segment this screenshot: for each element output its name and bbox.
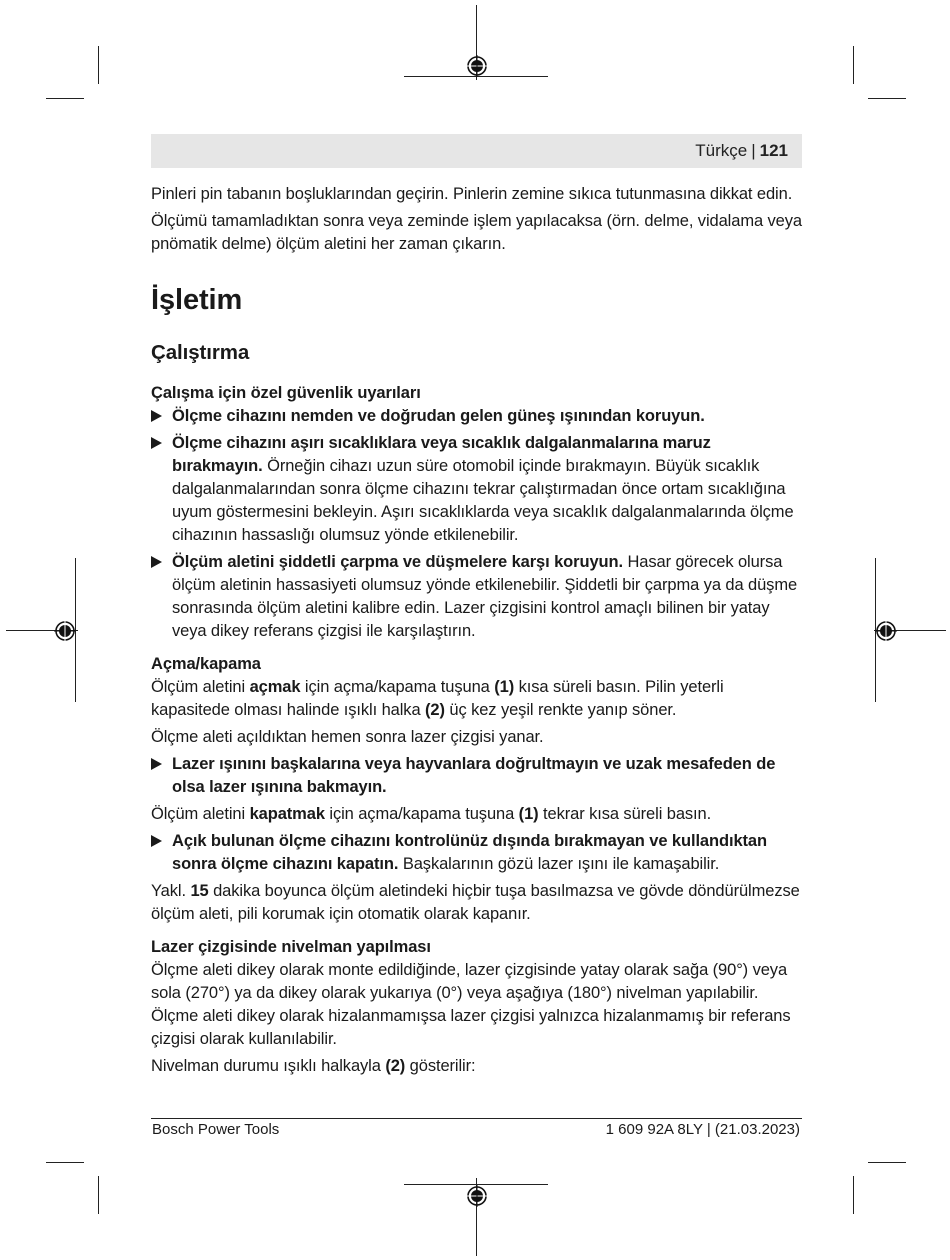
- warning-bold: Açık bulunan ölçme cihazını kontrolünüz dışında bırakmayan ve kullandıktan sonra ölçme cihazını kapatın.: [172, 832, 767, 873]
- header-separator: |: [751, 141, 756, 160]
- crop-mark: [46, 98, 84, 99]
- page-number: 121: [759, 141, 788, 160]
- onoff-paragraph: Ölçüm aletini kapatmak için açma/kapama tuşuna (1) tekrar kısa süreli basın.: [151, 805, 712, 823]
- section-subtitle: Çalıştırma: [151, 341, 250, 364]
- warning-bold: Ölçüm aletini şiddetli çarpma ve düşmelere karşı koruyun.: [172, 553, 623, 571]
- crop-mark: [853, 46, 854, 84]
- intro-paragraph: Ölçümü tamamladıktan sonra veya zeminde işlem yapılacaksa (örn. delme, vidalama veya pnömatik delme) ölçüm aletini her zaman çıkarın.: [151, 212, 802, 253]
- header-language: Türkçe: [695, 141, 748, 160]
- safety-warning: [151, 551, 802, 643]
- safety-warning: [151, 432, 802, 547]
- footer-doc-id: 1 609 92A 8LY | (21.03.2023): [605, 1121, 800, 1138]
- registration-target-icon: [466, 55, 488, 77]
- registration-target-icon: [54, 620, 76, 642]
- page-content: [151, 183, 802, 1082]
- onoff-paragraph: Ölçme aleti açıldıktan hemen sonra lazer çizgisi yanar.: [151, 728, 544, 746]
- crop-mark: [868, 1162, 906, 1163]
- intro-paragraph: Pinleri pin tabanın boşluklarından geçirin. Pinlerin zemine sıkıca tutunmasına dikkat edin.: [151, 185, 793, 203]
- warning-text: Hasar görecek olursa ölçüm aletinin hassasiyeti olumsuz yönde etkilenebilir. Şiddetli bir çarpma ya da düşme sonrasında ölçüm aletini kalibre edin. Lazer çizgisini kontrol amaçlı bilinen bir yatay veya dikey referans çizgisi ile karşılaştırın.: [172, 553, 798, 640]
- bullet-triangle-icon: [151, 437, 162, 449]
- crop-mark: [98, 46, 99, 84]
- leveling-paragraph: Ölçme aleti dikey olarak monte edildiğinde, lazer çizgisinde yatay olarak sağa (90°) veya sola (270°) ya da dikey olarak yukarıya (0°) veya aşağıya (180°) nivelman yapılabilir. Ölçme aleti dikey olarak hizalanmamışsa lazer çizgisi yalnızca hizalanmamış bir referans çizgisi olarak kullanılabilir.: [151, 961, 791, 1048]
- crop-mark: [868, 98, 906, 99]
- registration-target-icon: [875, 620, 897, 642]
- safety-warning: [151, 753, 802, 799]
- warning-text: Başkalarının gözü lazer ışını ile kamaşabilir.: [398, 855, 720, 873]
- warning-bold: Ölçme cihazını aşırı sıcaklıklara veya sıcaklık dalgalanmalarına maruz bırakmayın.: [172, 434, 711, 475]
- safety-heading: Çalışma için özel güvenlik uyarıları: [151, 384, 421, 402]
- warning-bold: Lazer ışınını başkalarına veya hayvanlara doğrultmayın ve uzak mesafeden de olsa lazer ışınına bakmayın.: [172, 755, 776, 796]
- header-text: [695, 141, 788, 161]
- bullet-triangle-icon: [151, 556, 162, 568]
- bullet-triangle-icon: [151, 835, 162, 847]
- crop-mark: [98, 1176, 99, 1214]
- leveling-paragraph: Nivelman durumu ışıklı halkayla (2) gösterilir:: [151, 1057, 476, 1075]
- leveling-heading: Lazer çizgisinde nivelman yapılması: [151, 938, 431, 956]
- warning-bold: Ölçme cihazını nemden ve doğrudan gelen güneş ışınından koruyun.: [172, 407, 705, 425]
- registration-target-icon: [466, 1185, 488, 1207]
- onoff-paragraph: Ölçüm aletini açmak için açma/kapama tuşuna (1) kısa süreli basın. Pilin yeterli kapasitede olması halinde ışıklı halka (2) üç kez yeşil renkte yanıp söner.: [151, 678, 724, 719]
- onoff-paragraph: Yakl. 15 dakika boyunca ölçüm aletindeki hiçbir tuşa basılmazsa ve gövde döndürülmezse ölçüm aleti, pili korumak için otomatik olarak kapanır.: [151, 882, 800, 923]
- safety-warning: [151, 830, 802, 876]
- footer-brand: Bosch Power Tools: [152, 1121, 280, 1138]
- safety-warning: [151, 405, 802, 428]
- onoff-heading: Açma/kapama: [151, 655, 261, 673]
- crop-mark: [46, 1162, 84, 1163]
- footer-divider: [151, 1118, 802, 1119]
- warning-text: Örneğin cihazı uzun süre otomobil içinde bırakmayın. Büyük sıcaklık dalgalanmalarından sonra ölçme cihazını tekrar çalıştırmadan önce ortam sıcaklığına uyum göstermesini bekleyin. Aşırı sıcaklıklarda veya sıcaklık dalgalanmalarında ölçme cihazının hassaslığı olumsuz yönde etkilenebilir.: [172, 457, 794, 544]
- section-title: İşletim: [151, 284, 243, 316]
- page-header: [151, 134, 802, 168]
- bullet-triangle-icon: [151, 758, 162, 770]
- bullet-triangle-icon: [151, 410, 162, 422]
- crop-mark: [853, 1176, 854, 1214]
